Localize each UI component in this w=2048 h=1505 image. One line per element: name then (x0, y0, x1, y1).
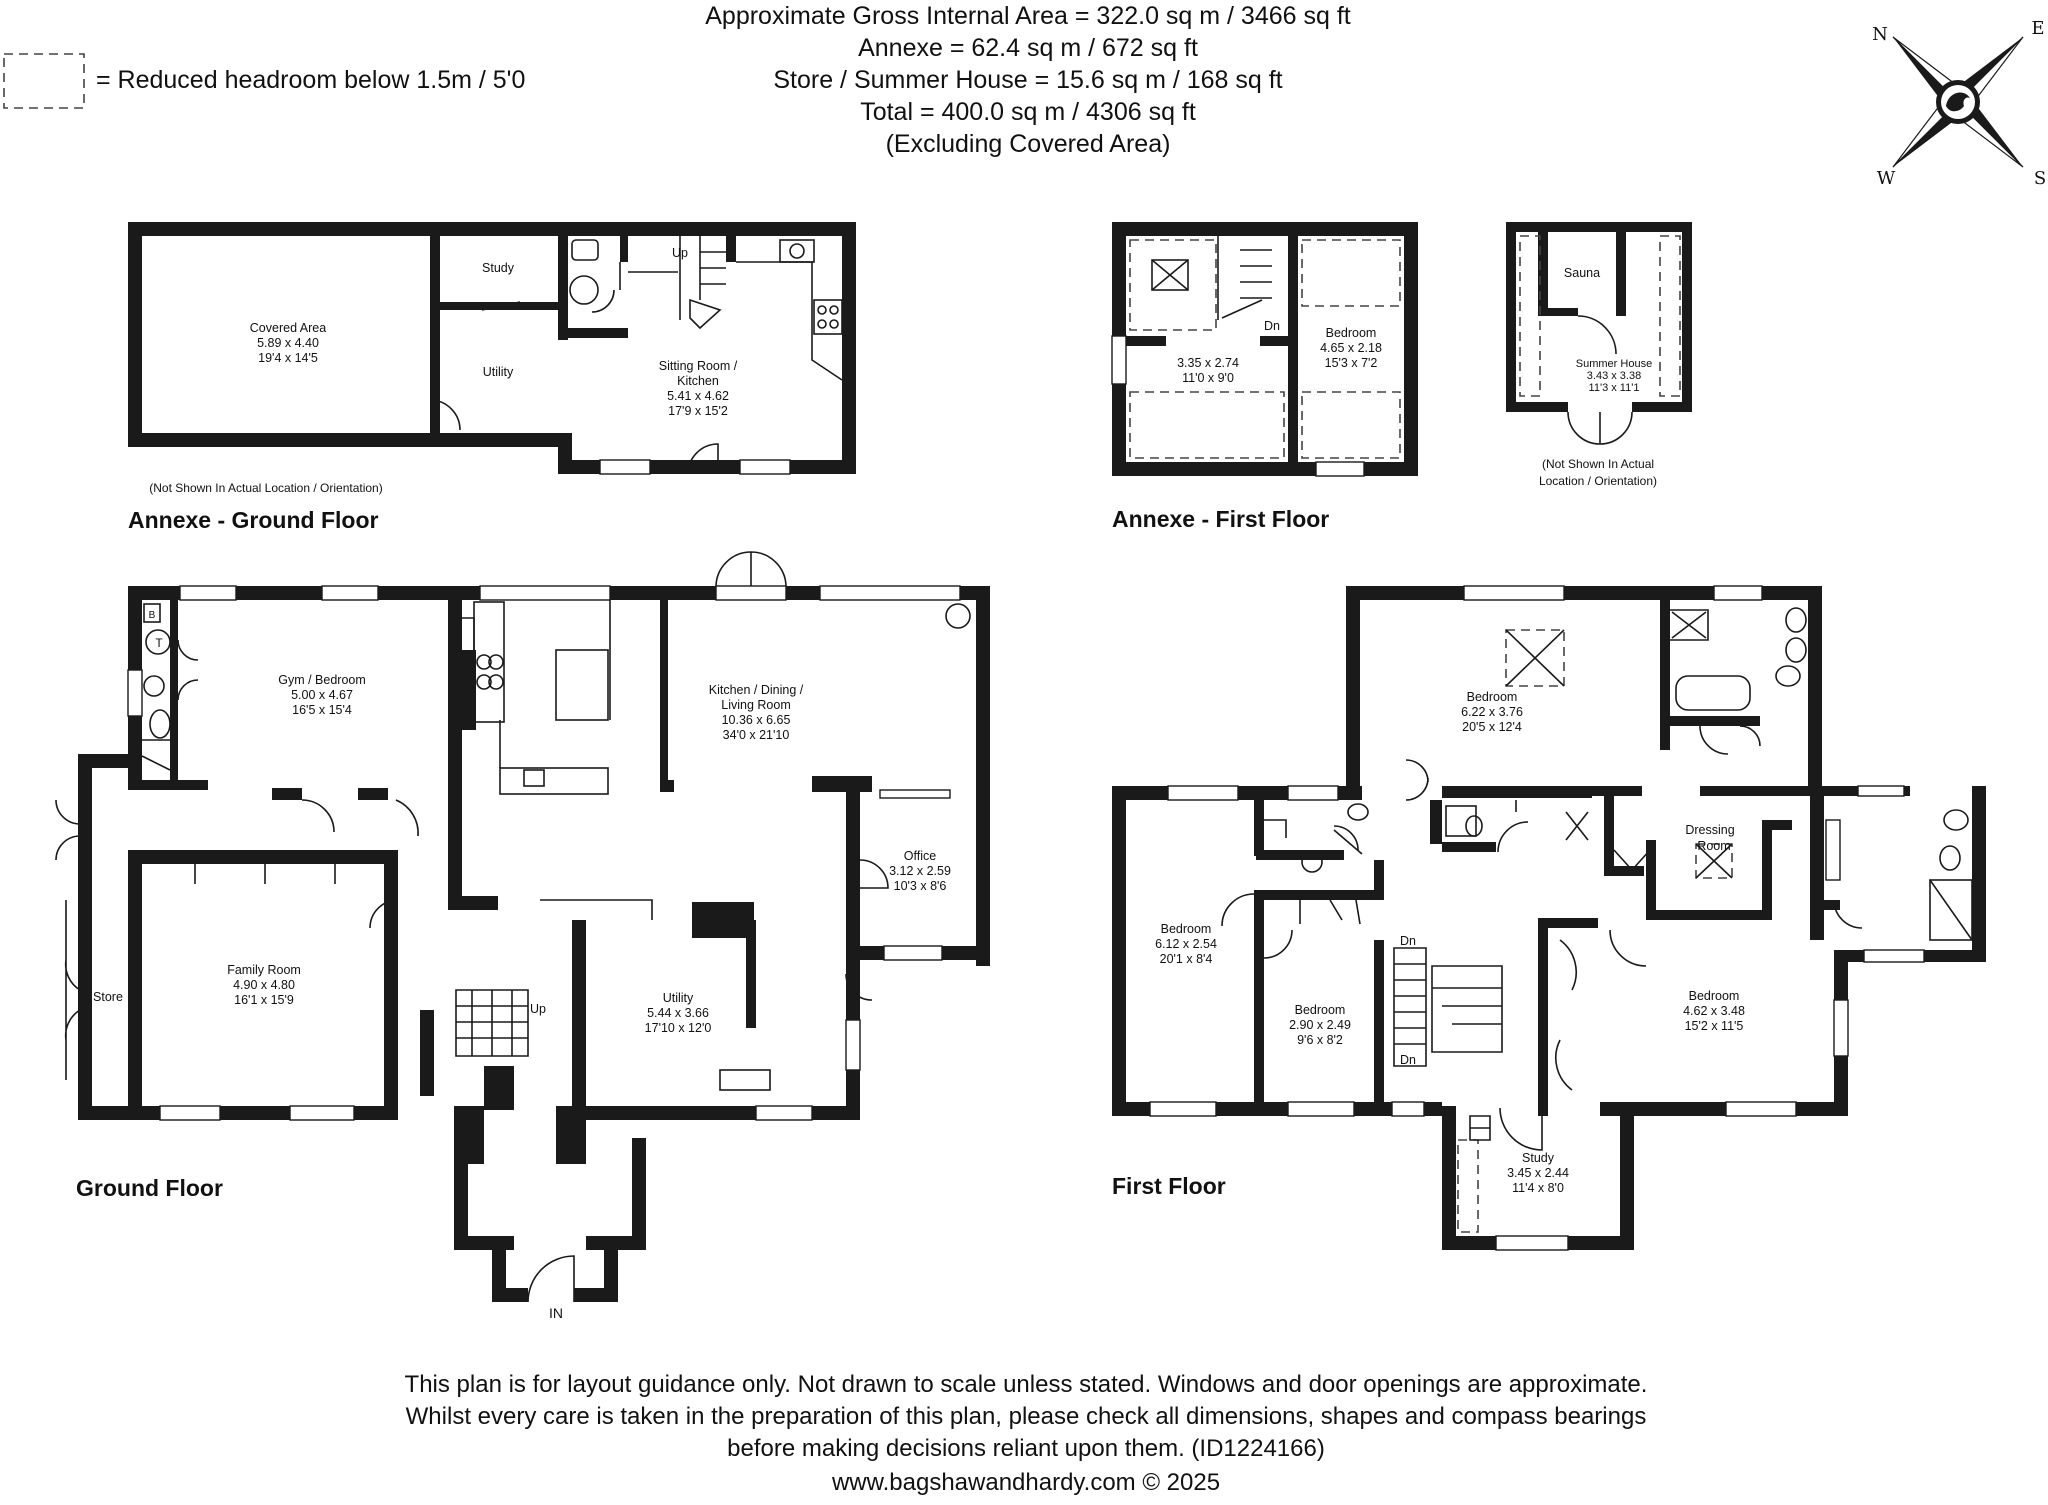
sitting-room-label-2: Kitchen (677, 374, 719, 388)
annexe-bedroom-metric: 4.65 x 2.18 (1320, 341, 1382, 355)
ff-bedroom-right-label: Bedroom (1688, 989, 1740, 1003)
summer-not-shown-2: Location / Orientation) (1538, 474, 1658, 488)
kitchen-label-2: Living Room (721, 698, 791, 712)
area-line-excluding: (Excluding Covered Area) (885, 130, 1171, 158)
family-room-label: Family Room (227, 963, 301, 977)
ff-study-metric: 3.45 x 2.44 (1507, 1166, 1569, 1180)
kitchen-label-1: Kitchen / Dining / (708, 683, 804, 697)
area-line-gross: Approximate Gross Internal Area = 322.0 sq m / 3466 sq ft (705, 2, 1351, 30)
compass-e-label: E (2031, 18, 2045, 39)
annexe-not-shown-note: (Not Shown In Actual Location / Orientation) (149, 481, 383, 495)
family-room-metric: 4.90 x 4.80 (233, 978, 295, 992)
sitting-room-imperial: 17'9 x 15'2 (668, 404, 728, 418)
area-line-annexe: Annexe = 62.4 sq m / 672 sq ft (858, 34, 1198, 62)
ff-bedroom-mid-imperial: 9'6 x 8'2 (1297, 1033, 1343, 1047)
first-floor-plan (1112, 586, 1986, 1250)
area-summary (705, 2, 1351, 158)
website-copyright[interactable]: www.bagshawandhardy.com © 2025 (831, 1469, 1221, 1496)
office-metric: 3.12 x 2.59 (889, 864, 951, 878)
summer-house-plan (1506, 222, 1692, 488)
annexe-utility-label: Utility (482, 365, 514, 379)
kitchen-metric: 10.36 x 6.65 (721, 713, 791, 727)
annexe-first-floor-title: Annexe - First Floor (1112, 506, 1330, 532)
ff-bedroom-top-metric: 6.22 x 3.76 (1461, 705, 1523, 719)
ff-bedroom-right-metric: 4.62 x 3.48 (1683, 1004, 1745, 1018)
store-label: Store (93, 990, 123, 1004)
compass-n-label: N (1872, 24, 1888, 45)
first-floor-title: First Floor (1112, 1173, 1226, 1199)
ff-bedroom-top-label: Bedroom (1466, 690, 1518, 704)
toilet-t-label: T (155, 636, 163, 650)
annexe-room-metric: 3.35 x 2.74 (1177, 356, 1239, 370)
compass-s-label: S (2033, 168, 2047, 189)
annexe-up-label: Up (672, 246, 688, 260)
entrance-in-label: IN (549, 1305, 563, 1321)
summer-house-metric: 3.43 x 3.38 (1586, 370, 1642, 382)
sitting-room-metric: 5.41 x 4.62 (667, 389, 729, 403)
ff-bedroom-left-metric: 6.12 x 2.54 (1155, 937, 1217, 951)
disclaimer-footer (405, 1371, 1648, 1496)
gym-bedroom-label: Gym / Bedroom (278, 673, 366, 687)
summer-house-label: Summer House (1575, 358, 1653, 370)
annexe-room-imperial: 11'0 x 9'0 (1182, 371, 1234, 385)
disclaimer-line-1: This plan is for layout guidance only. Not drawn to scale unless stated. Windows and door openings are approximate. (404, 1371, 1648, 1398)
kitchen-imperial: 34'0 x 21'10 (722, 728, 790, 742)
office-label: Office (903, 849, 937, 863)
covered-area-imperial: 19'4 x 14'5 (258, 351, 318, 365)
utility-imperial: 17'10 x 12'0 (644, 1021, 712, 1035)
annexe-bedroom-label: Bedroom (1325, 326, 1377, 340)
ff-bedroom-mid-label: Bedroom (1294, 1003, 1346, 1017)
utility-label: Utility (662, 991, 694, 1005)
ff-bedroom-left-imperial: 20'1 x 8'4 (1159, 952, 1213, 966)
disclaimer-line-3: before making decisions reliant upon them. (ID1224166) (727, 1435, 1325, 1462)
covered-area-metric: 5.89 x 4.40 (257, 336, 319, 350)
compass-w-label: W (1876, 168, 1896, 189)
ground-floor-plan (56, 552, 990, 1321)
family-room-imperial: 16'1 x 15'9 (234, 993, 294, 1007)
gym-bedroom-metric: 5.00 x 4.67 (291, 688, 353, 702)
sauna-label: Sauna (1563, 266, 1601, 280)
ff-bedroom-left-label: Bedroom (1160, 922, 1212, 936)
ff-study-imperial: 11'4 x 8'0 (1512, 1181, 1564, 1195)
dressing-room-label-1: Dressing (1685, 823, 1735, 837)
disclaimer-line-2: Whilst every care is taken in the preparation of this plan, please check all dimensions, shapes and compass bearings (405, 1403, 1647, 1430)
ff-bedroom-top-imperial: 20'5 x 12'4 (1462, 720, 1522, 734)
ff-bedroom-mid-metric: 2.90 x 2.49 (1289, 1018, 1351, 1032)
utility-metric: 5.44 x 3.66 (647, 1006, 709, 1020)
annexe-dn-label: Dn (1264, 319, 1280, 333)
area-line-total: Total = 400.0 sq m / 4306 sq ft (860, 98, 1196, 126)
summer-not-shown-1: (Not Shown In Actual (1541, 457, 1655, 471)
ground-floor-title: Ground Floor (76, 1175, 223, 1201)
legend-text: = Reduced headroom below 1.5m / 5'0 (96, 66, 526, 94)
headroom-legend (4, 54, 525, 108)
covered-area-label: Covered Area (249, 321, 327, 335)
annexe-ground-floor-title: Annexe - Ground Floor (128, 507, 379, 533)
dressing-room-label-2: Room (1697, 839, 1731, 853)
first-dn-label-1: Dn (1400, 934, 1416, 948)
first-dn-label-2: Dn (1400, 1053, 1416, 1067)
compass-rose-icon (1828, 0, 2048, 232)
bidet-b-label: B (148, 610, 156, 621)
ff-bedroom-right-imperial: 15'2 x 11'5 (1684, 1019, 1744, 1033)
office-imperial: 10'3 x 8'6 (893, 879, 947, 893)
annexe-ground-floor-plan (128, 222, 856, 533)
annexe-bedroom-imperial: 15'3 x 7'2 (1324, 356, 1378, 370)
ground-up-label: Up (530, 1002, 546, 1016)
dashed-swatch (4, 54, 84, 108)
ff-study-label: Study (1522, 1151, 1554, 1165)
summer-house-imperial: 11'3 x 11'1 (1588, 382, 1640, 394)
gym-bedroom-imperial: 16'5 x 15'4 (292, 703, 352, 717)
annexe-study-label: Study (482, 261, 514, 275)
sitting-room-label-1: Sitting Room / (658, 359, 738, 373)
annexe-first-floor-plan (1112, 222, 1418, 532)
area-line-store: Store / Summer House = 15.6 sq m / 168 sq ft (773, 66, 1283, 94)
